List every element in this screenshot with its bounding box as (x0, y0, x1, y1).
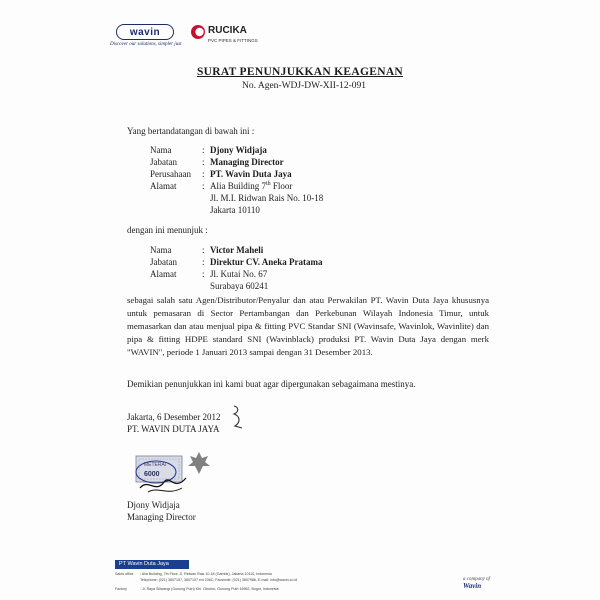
intro-text: Yang bertandatangan di bawah ini : (127, 126, 255, 136)
signer-address-line1: Alia Building 7th Floor (210, 181, 293, 191)
footer-factory-address: : Jl. Raya Siliwangi (Gunung Putri) Kel. Cibubur, Gunung Putri 16962, Bogor, Indonesia (140, 587, 279, 591)
signer-company-label: Perusahaan (150, 169, 191, 179)
footer-sales-contact: Telephone: (021) 3807157, 3807107 ext 236C, Facsimile: (021) 3807986, E-mail: info@wavin.co.id (140, 578, 298, 582)
appointee-name-label: Nama (150, 245, 172, 255)
wavin-logo: wavin (116, 24, 174, 40)
appointee-position-label: Jabatan (150, 257, 177, 267)
signer-position: Managing Director (210, 157, 284, 167)
signer-name-printed: Djony Widjaja (127, 500, 180, 510)
signer-address-label: Alamat (150, 181, 177, 191)
signer-name-label: Nama (150, 145, 172, 155)
colon: : (202, 157, 205, 167)
wavin-tagline: Discover our solutions, simpler just (110, 42, 182, 47)
rucika-logo: RUCIKA (208, 25, 247, 36)
appointee-address-line1: Jl. Kutai No. 67 (210, 269, 268, 279)
colon: : (202, 257, 205, 267)
signer-address-line3: Jakarta 10110 (210, 205, 260, 215)
appointee-address-line2: Surabaya 60241 (210, 281, 269, 291)
appoint-intro-text: dengan ini menunjuk : (127, 225, 208, 235)
signer-address-line2: Jl. M.I. Ridwan Rais No. 10-18 (210, 193, 324, 203)
closing-text: Demikian penunjukkan ini kami buat agar dipergunakan sebagaimana mestinya. (127, 379, 416, 389)
footer-factory-label: Factory (115, 587, 127, 591)
colon: : (202, 169, 205, 179)
signature-company: PT. WAVIN DUTA JAYA (127, 424, 220, 434)
document-number: No. Agen-WDJ-DW-XII-12-091 (242, 81, 366, 91)
signer-company: PT. Wavin Duta Jaya (210, 169, 292, 179)
appointee-name: Victor Maheli (210, 245, 264, 255)
rucika-logo-icon (190, 24, 206, 40)
svg-text:6000: 6000 (144, 471, 160, 478)
garuda-emblem-icon (182, 446, 216, 480)
signer-position-label: Jabatan (150, 157, 177, 167)
signer-name: Djony Widjaja (210, 145, 267, 155)
footer-company-bar: PT Wavin Duta Jaya (115, 560, 189, 569)
appointee-position: Direktur CV. Aneka Pratama (210, 257, 323, 267)
handwritten-initial-mark (230, 404, 246, 432)
svg-text:METERAI: METERAI (144, 462, 167, 468)
signer-title-printed: Managing Director (127, 512, 196, 522)
colon: : (202, 269, 205, 279)
footer-sales-label: Sales office (115, 572, 134, 576)
colon: : (202, 145, 205, 155)
footer-sales-address: : Alia Building, 7th Floor, Jl. Ridwan Rais 10-18 (Gambir), Jakarta 10110, Indonesia (140, 572, 272, 576)
footer-brand: a company of Wavin (463, 577, 490, 590)
place-date: Jakarta, 6 Desember 2012 (127, 412, 221, 422)
rucika-tagline: PVC PIPES & FITTINGS (208, 38, 258, 43)
colon: : (202, 181, 205, 191)
appointee-address-label: Alamat (150, 269, 177, 279)
body-paragraph: sebagai salah satu Agen/Distributor/Penyalur dan atau Perwakilan PT. Wavin Duta Jaya khususnya untuk pemasaran di Sector Pertambangan dan Perkebunan Wilayah Indonesia Timur, untuk memasarkan dan atau menjual pipa & fitting PVC Standar SNI (Wavinsafe, Wavinlok, Wavinlite) dan pipa & fitting HDPE standard SNI (Wavinblack) produksi PT. Wavin Duta Jaya dengan merk "WAVIN", periode 1 Januari 2013 sampai dengan 31 Desember 2013. (127, 295, 489, 357)
colon: : (202, 245, 205, 255)
document-title: SURAT PENUNJUKKAN KEAGENAN (196, 66, 404, 78)
